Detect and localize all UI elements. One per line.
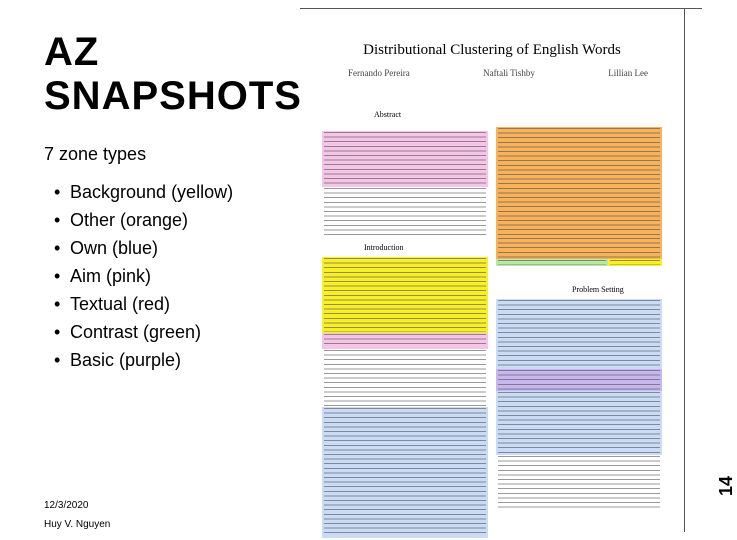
- text-lines: [324, 258, 486, 332]
- text-lines: [498, 370, 660, 390]
- bullet-text: Textual (red): [70, 294, 171, 314]
- text-lines: [324, 408, 486, 537]
- page-number: [690, 466, 736, 496]
- text-lines: [324, 132, 486, 186]
- background-zone: [608, 259, 662, 266]
- zone-type-list: [54, 178, 233, 374]
- bullet-icon: •: [54, 210, 61, 230]
- paper-authors: [348, 68, 648, 78]
- list-item: [54, 318, 233, 346]
- slide-subtitle: 7 zone types: [44, 144, 147, 164]
- title-line-2: SNAPSHOTS: [44, 74, 302, 118]
- bullet-icon: •: [54, 294, 61, 314]
- bullet-text: Basic (purple): [70, 350, 182, 370]
- text-lines: [498, 392, 660, 454]
- text-lines: [498, 128, 660, 236]
- other-zone: [496, 127, 662, 237]
- introduction-heading: Introduction: [364, 243, 404, 252]
- list-item: [54, 178, 233, 206]
- background-zone: [322, 257, 488, 333]
- bullet-text: Background (yellow): [70, 182, 234, 202]
- aim-zone: [322, 333, 488, 349]
- own-zone: [322, 407, 488, 538]
- text-lines: [324, 334, 486, 348]
- bullet-icon: •: [54, 238, 61, 258]
- slide-author: Huy V. Nguyen: [44, 519, 111, 530]
- list-item: [54, 234, 233, 262]
- abstract-heading: Abstract: [374, 110, 402, 119]
- title-line-1: AZ: [44, 30, 100, 74]
- own-zone-plain: [322, 187, 488, 237]
- list-item: [54, 262, 233, 290]
- list-item: [54, 346, 233, 374]
- slide-title: [44, 30, 302, 118]
- text-lines: [498, 300, 660, 368]
- page-number-text: 14: [716, 475, 736, 496]
- own-zone: [496, 299, 662, 369]
- bullet-text: Aim (pink): [70, 266, 152, 286]
- contrast-zone: [496, 259, 608, 266]
- other-zone: [496, 237, 662, 259]
- problem-setting-heading: Problem Setting: [572, 285, 624, 294]
- own-zone-plain: [496, 455, 662, 510]
- textual-zone: [322, 349, 488, 407]
- text-lines: [324, 350, 486, 406]
- bullet-icon: •: [54, 182, 61, 202]
- text-lines: [498, 238, 660, 258]
- text-lines: [324, 188, 486, 236]
- author-name: Fernando Pereira: [348, 68, 410, 78]
- text-lines: [498, 456, 660, 509]
- list-item: [54, 206, 233, 234]
- slide-date: 12/3/2020: [44, 500, 89, 511]
- side-divider: [684, 8, 685, 532]
- top-divider: [300, 8, 702, 9]
- aim-zone: [322, 131, 488, 187]
- bullet-text: Contrast (green): [70, 322, 202, 342]
- author-name: Naftali Tishby: [483, 68, 535, 78]
- text-lines: [610, 260, 660, 265]
- bullet-icon: •: [54, 266, 61, 286]
- bullet-text: Other (orange): [70, 210, 189, 230]
- own-zone: [496, 391, 662, 455]
- paper-title: Distributional Clustering of English Words: [363, 42, 621, 58]
- text-lines: [498, 260, 606, 265]
- paper-snapshot: [304, 38, 680, 538]
- bullet-text: Own (blue): [70, 238, 159, 258]
- bullet-icon: •: [54, 322, 61, 342]
- list-item: [54, 290, 233, 318]
- bullet-icon: •: [54, 350, 61, 370]
- basic-zone: [496, 369, 662, 391]
- author-name: Lillian Lee: [608, 68, 648, 78]
